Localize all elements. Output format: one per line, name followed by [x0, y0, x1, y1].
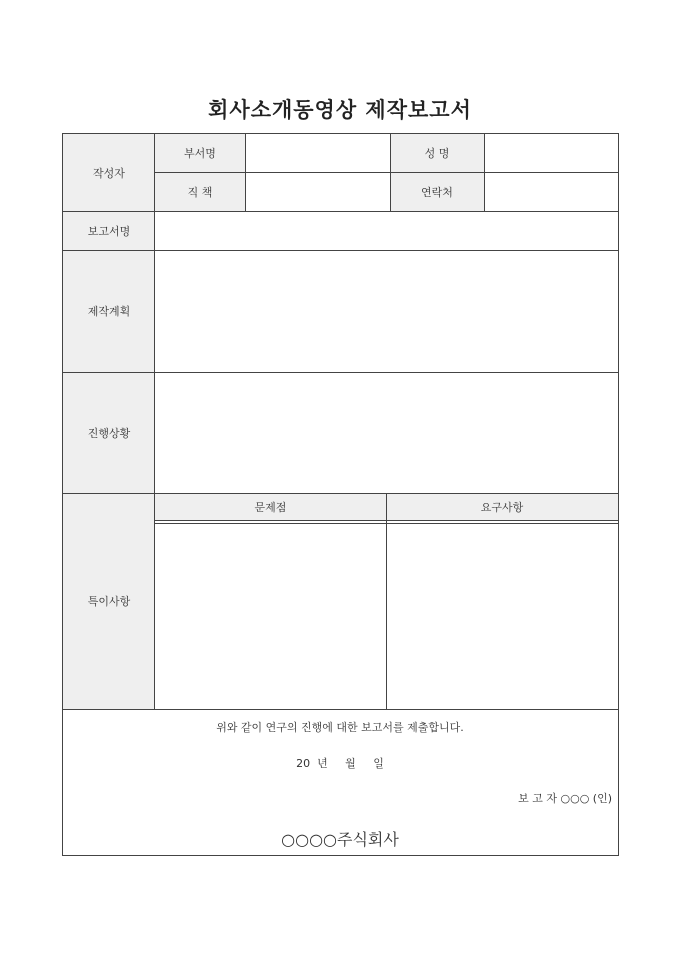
grid-line [62, 211, 619, 212]
position-label: 직 책 [155, 172, 245, 211]
special-label: 특이사항 [63, 493, 155, 709]
grid-line [390, 133, 391, 211]
problems-value[interactable] [155, 524, 386, 709]
grid-line [484, 133, 485, 211]
report-name-label: 보고서명 [63, 211, 155, 250]
grid-line [154, 133, 155, 709]
document-title: 회사소개동영상 제작보고서 [208, 98, 472, 122]
contact-value[interactable] [484, 172, 618, 211]
grid-line [62, 250, 619, 251]
grid-line [62, 709, 619, 710]
grid-line [62, 493, 619, 494]
requests-value[interactable] [387, 524, 618, 709]
submission-statement: 위와 같이 연구의 진행에 대한 보고서를 제출합니다. [216, 721, 464, 734]
position-value[interactable] [245, 172, 390, 211]
report-name-value[interactable] [155, 211, 618, 250]
contact-label: 연락처 [390, 172, 484, 211]
plan-value[interactable] [155, 250, 618, 372]
progress-label: 진행상황 [63, 372, 155, 493]
progress-value[interactable] [155, 372, 618, 493]
name-label: 성 명 [390, 134, 484, 172]
reporter-signature: 보 고 자 ○○○ (인) [518, 792, 612, 805]
grid-line [245, 133, 246, 211]
plan-label: 제작계획 [63, 250, 155, 372]
submission-date: 20 년 월 일 [296, 757, 384, 770]
company-name: ○○○○주식회사 [281, 830, 399, 849]
dept-value[interactable] [245, 134, 390, 172]
writer-label: 작성자 [63, 134, 155, 211]
problems-header: 문제점 [155, 493, 386, 520]
grid-line [62, 372, 619, 373]
requests-header: 요구사항 [386, 493, 618, 520]
dept-label: 부서명 [155, 134, 245, 172]
grid-line [386, 493, 387, 709]
grid-line [155, 172, 618, 173]
name-value[interactable] [484, 134, 618, 172]
